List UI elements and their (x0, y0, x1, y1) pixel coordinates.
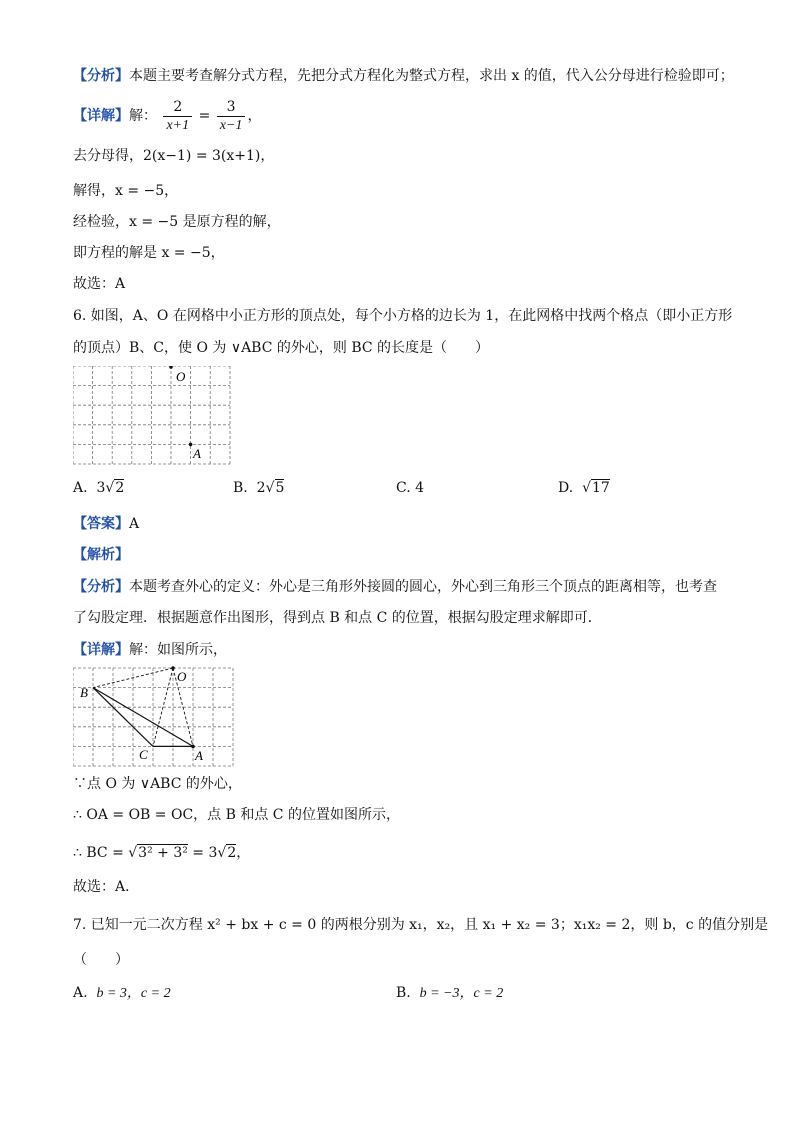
q6-option-c: C. 4 (396, 480, 425, 496)
analysis-tag: 【分析】 (73, 68, 129, 84)
q5-analysis (73, 66, 734, 86)
detail-tag: 【详解】 (73, 108, 129, 124)
q7-option-b: B. b = −3，c = 2 (396, 985, 504, 1001)
analysis-text: 本题主要考查解分式方程，先把分式方程化为整式方程，求出 x 的值，代入公分母进行检验即可； (129, 68, 734, 84)
answer-tag: 【答案】 (73, 516, 129, 532)
q5-step2: 解得，x = −5， (73, 183, 179, 199)
q6-solution-figure (73, 666, 235, 768)
q5-step3: 经检验，x = −5 是原方程的解， (73, 214, 281, 230)
fraction-left: $\frac{2}{x+1}$ (163, 98, 192, 135)
triangle-ABC (93, 688, 193, 747)
q6-therefore2: ∴ BC = √3² + 3² = 3√2， (73, 845, 251, 861)
label-A: A (193, 446, 201, 461)
jiexi-tag: 【解析】 (73, 547, 129, 563)
q6-choice: 故选：A． (73, 879, 140, 895)
label-C: C (139, 747, 148, 762)
q6-jiexi (73, 545, 129, 565)
q7-stem-line2: （ ） (73, 952, 129, 968)
detail-prefix: 解： (129, 108, 157, 124)
q6-option-b: B. 2√5 (233, 480, 285, 496)
q5-detail: 【详解】解： $\frac{2}{x+1}$ = $\frac{3}{x-1}$ ， (73, 98, 262, 133)
label-O: O (176, 369, 186, 384)
q6-therefore1: ∴ OA = OB = OC，点 B 和点 C 的位置如图所示， (73, 807, 400, 823)
fraction-right: $\frac{3}{x-1}$ (217, 98, 246, 135)
equals-sign: = (198, 108, 211, 124)
answer-value: A (129, 516, 140, 532)
point-O (171, 666, 175, 670)
point-A (189, 443, 193, 447)
label-O: O (177, 669, 187, 684)
q5-step1: 去分母得，2(x−1) = 3(x+1)， (73, 148, 275, 164)
q7-stem-line1: 7. 已知一元二次方程 x² + bx + c = 0 的两根分别为 x₁，x₂，且 x₁ + x₂ = 3；x₁x₂ = 2，则 b，c 的值分别是 (73, 917, 769, 933)
q6-because: ∵点 O 为 ∨ABC 的外心， (73, 776, 242, 792)
q7-option-a: A. b = 3，c = 2 (73, 985, 171, 1001)
q5-choice: 故选：A (73, 276, 126, 292)
q6-answer (73, 514, 139, 534)
grid-lines (73, 668, 233, 766)
q6-stem-line1: 6. 如图，A、O 在网格中小正方形的顶点处，每个小方格的边长为 1，在此网格中找两个格点（即小正方形 (73, 308, 733, 324)
label-A: A (195, 748, 203, 763)
q6-option-d: D. √17 (558, 480, 610, 496)
q5-step4: 即方程的解是 x = −5， (73, 245, 225, 261)
q6-stem-line2: 的顶点）B、C，使 O 为 ∨ABC 的外心，则 BC 的长度是（ ） (73, 340, 490, 356)
q6-grid-figure (73, 366, 233, 466)
q6-option-a: A. 3√2 (73, 480, 125, 496)
point-O (169, 366, 173, 369)
q6-detail: 【详解】解：如图所示， (73, 642, 227, 658)
q6-analysis-line1: 【分析】本题考查外心的定义：外心是三角形外接圆的圆心，外心到三角形三个顶点的距离相等，也考查 (73, 579, 717, 595)
grid-lines (73, 366, 230, 464)
label-B: B (80, 685, 88, 700)
q6-analysis-line2: 了勾股定理．根据题意作出图形，得到点 B 和点 C 的位置，根据勾股定理求解即可． (73, 610, 602, 626)
